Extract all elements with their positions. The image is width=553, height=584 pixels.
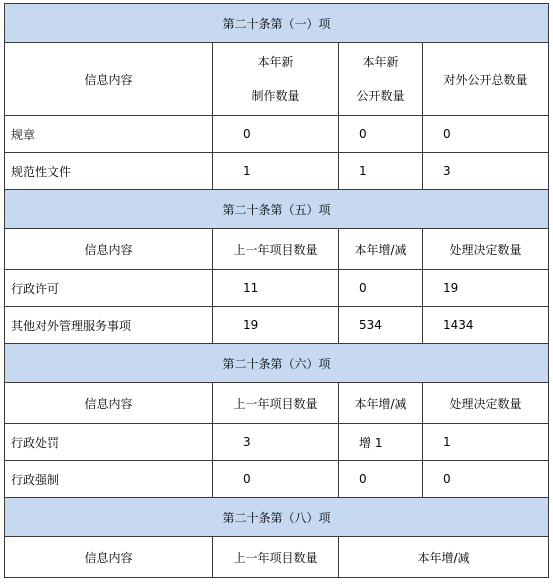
column-header-info: 信息内容: [5, 537, 213, 578]
column-header-change: 本年增/减: [339, 383, 423, 424]
cell-value: 3: [423, 153, 549, 190]
cell-value: 1: [423, 424, 549, 461]
column-header-decisions: 处理决定数量: [423, 383, 549, 424]
cell-value: 0: [339, 116, 423, 153]
column-header-info: 信息内容: [5, 43, 213, 116]
cell-value: 1: [213, 153, 339, 190]
cell-value: 1434: [423, 307, 549, 344]
row-label: 规范性文件: [5, 153, 213, 190]
column-header-new-produced: [213, 43, 339, 116]
table-row: [5, 270, 549, 307]
cell-value: 0: [423, 116, 549, 153]
row-label: 行政强制: [5, 461, 213, 498]
header-line: 制作数量: [251, 89, 300, 103]
column-header-info: 信息内容: [5, 383, 213, 424]
cell-value: 1: [339, 153, 423, 190]
table-row: [5, 116, 549, 153]
row-label: 其他对外管理服务事项: [5, 307, 213, 344]
row-label: 行政处罚: [5, 424, 213, 461]
column-header-change: 本年增/减: [339, 537, 549, 578]
table-row: [5, 461, 549, 498]
table-row: [5, 424, 549, 461]
column-header-last-year: 上一年项目数量: [213, 383, 339, 424]
header-line: 本年新: [257, 55, 294, 69]
disclosure-table: [4, 3, 549, 578]
section-title: 第二十条第（一）项: [5, 4, 549, 43]
row-label: 行政许可: [5, 270, 213, 307]
section-title: 第二十条第（六）项: [5, 344, 549, 383]
cell-value: 19: [213, 307, 339, 344]
column-header-info: 信息内容: [5, 229, 213, 270]
column-header-last-year: 上一年项目数量: [213, 537, 339, 578]
section-title: 第二十条第（五）项: [5, 190, 549, 229]
cell-value: 11: [213, 270, 339, 307]
column-header-new-published: [339, 43, 423, 116]
section-title: 第二十条第（八）项: [5, 498, 549, 537]
cell-value: 0: [213, 116, 339, 153]
column-header-total-published: 对外公开总数量: [423, 43, 549, 116]
table-row: [5, 153, 549, 190]
header-line: 公开数量: [356, 89, 405, 103]
header-line: 本年新: [362, 55, 399, 69]
cell-value: 534: [339, 307, 423, 344]
column-header-decisions: 处理决定数量: [423, 229, 549, 270]
table-row: [5, 307, 549, 344]
cell-value: 0: [339, 461, 423, 498]
column-header-last-year: 上一年项目数量: [213, 229, 339, 270]
cell-value: 19: [423, 270, 549, 307]
cell-value: 0: [213, 461, 339, 498]
row-label: 规章: [5, 116, 213, 153]
cell-value: 3: [213, 424, 339, 461]
cell-value: 0: [423, 461, 549, 498]
column-header-change: 本年增/减: [339, 229, 423, 270]
cell-value: 增 1: [339, 424, 423, 461]
cell-value: 0: [339, 270, 423, 307]
